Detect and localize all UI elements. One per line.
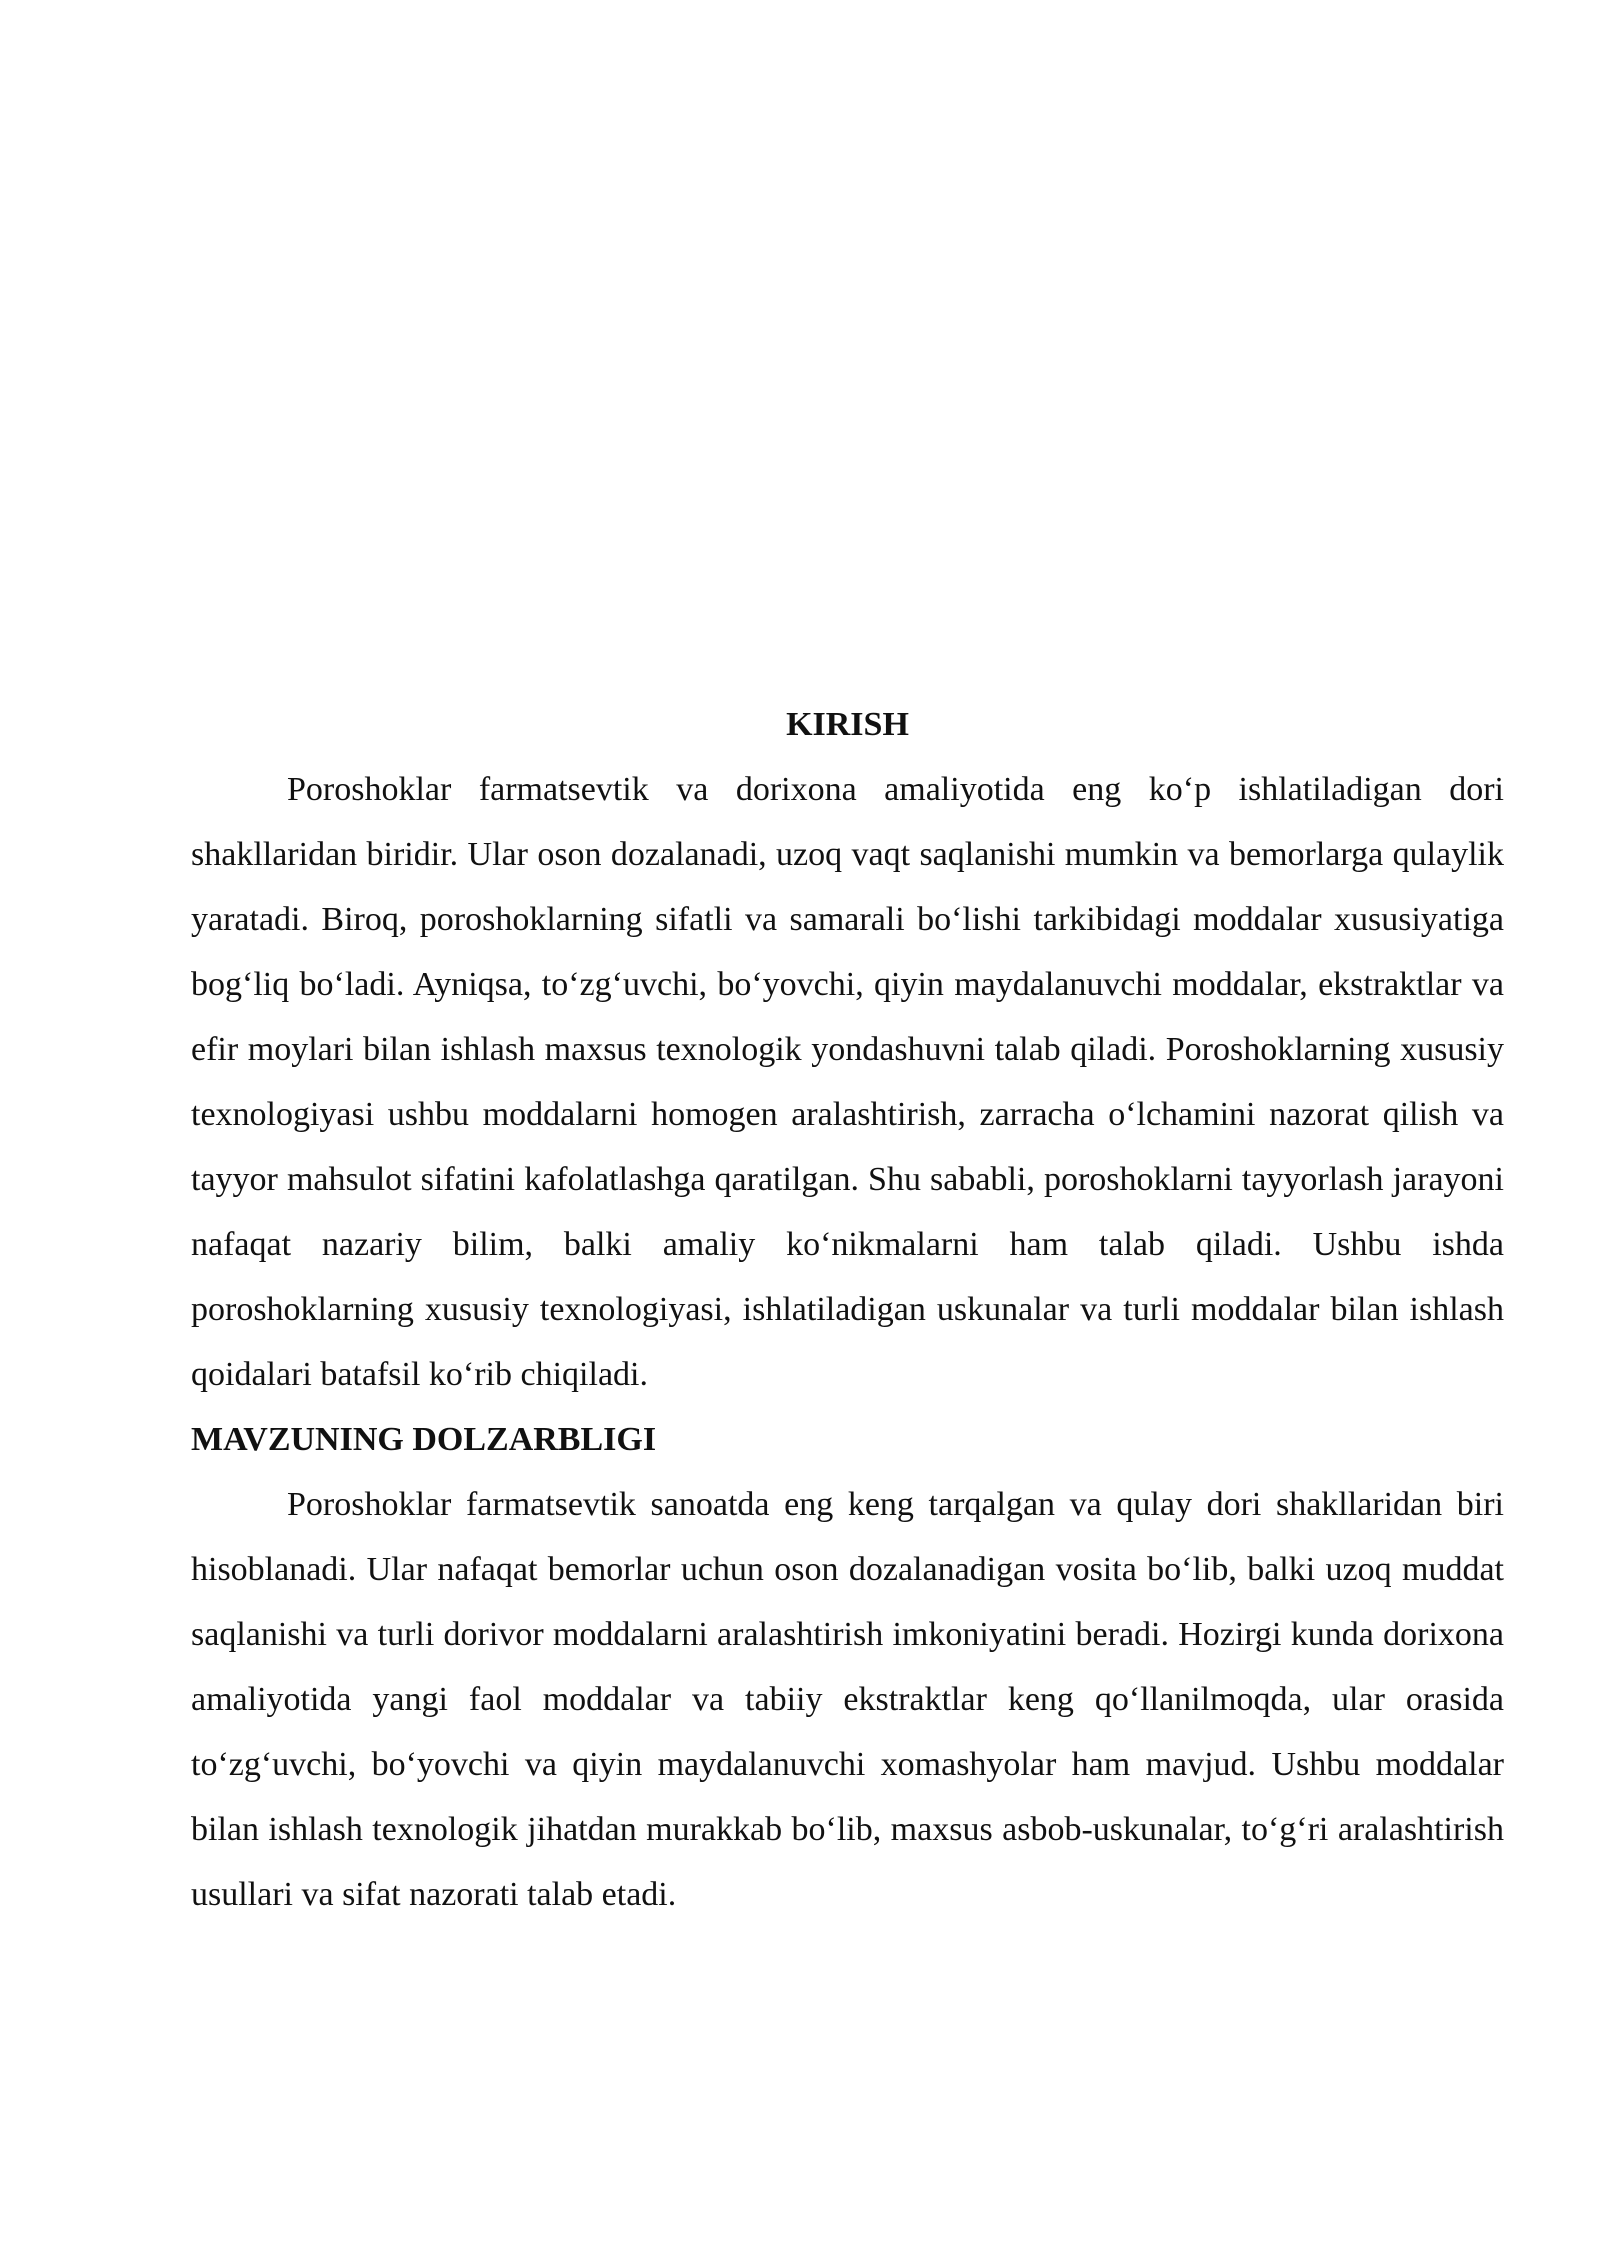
kirish-paragraph: Poroshoklar farmatsevtik va dorixona amaliyotida eng ko‘p ishlatiladigan dori shakllaridan biridir. Ular oson dozalanadi, uzoq vaqt saqlanishi mumkin va bemorlarga qulaylik yaratadi. Biroq, poroshoklarning sifatli va samarali bo‘lishi tarkibidagi moddalar xususiyatiga bog‘liq bo‘ladi. Ayniqsa, to‘zg‘uvchi, bo‘yovchi, qiyin maydalanuvchi moddalar, ekstraktlar va efir moylari bilan ishlash maxsus texnologik yondashuvni talab qiladi. Poroshoklarning xususiy texnologiyasi ushbu moddalarni homogen aralashtirish, zarracha o‘lchamini nazorat qilish va tayyor mahsulot sifatini kafolatlashga qaratilgan. Shu sababli, poroshoklarni tayyorlash jarayoni nafaqat nazariy bilim, balki amaliy ko‘nikmalarni ham talab qiladi. Ushbu ishda poroshoklarning xususiy texnologiyasi, ishlatiladigan uskunalar va turli moddalar bilan ishlash qoidalari batafsil ko‘rib chiqiladi.: [191, 771, 1504, 1393]
section-heading-dolzarbligi: MAVZUNING DOLZARBLIGI: [191, 1421, 657, 1458]
dolzarbligi-paragraph: Poroshoklar farmatsevtik sanoatda eng keng tarqalgan va qulay dori shakllaridan biri hisoblanadi. Ular nafaqat bemorlar uchun oson dozalanadigan vosita bo‘lib, balki uzoq muddat saqlanishi va turli dorivor moddalarni aralashtirish imkoniyatini beradi. Hozirgi kunda dorixona amaliyotida yangi faol moddalar va tabiiy ekstraktlar keng qo‘llanilmoqda, ular orasida to‘zg‘uvchi, bo‘yovchi va qiyin maydalanuvchi xomashyolar ham mavjud. Ushbu moddalar bilan ishlash texnologik jihatdan murakkab bo‘lib, maxsus asbob-uskunalar, to‘g‘ri aralashtirish usullari va sifat nazorati talab etadi.: [191, 1486, 1504, 1913]
document-body: [191, 692, 1504, 1927]
section-heading-kirish: KIRISH: [786, 706, 909, 743]
